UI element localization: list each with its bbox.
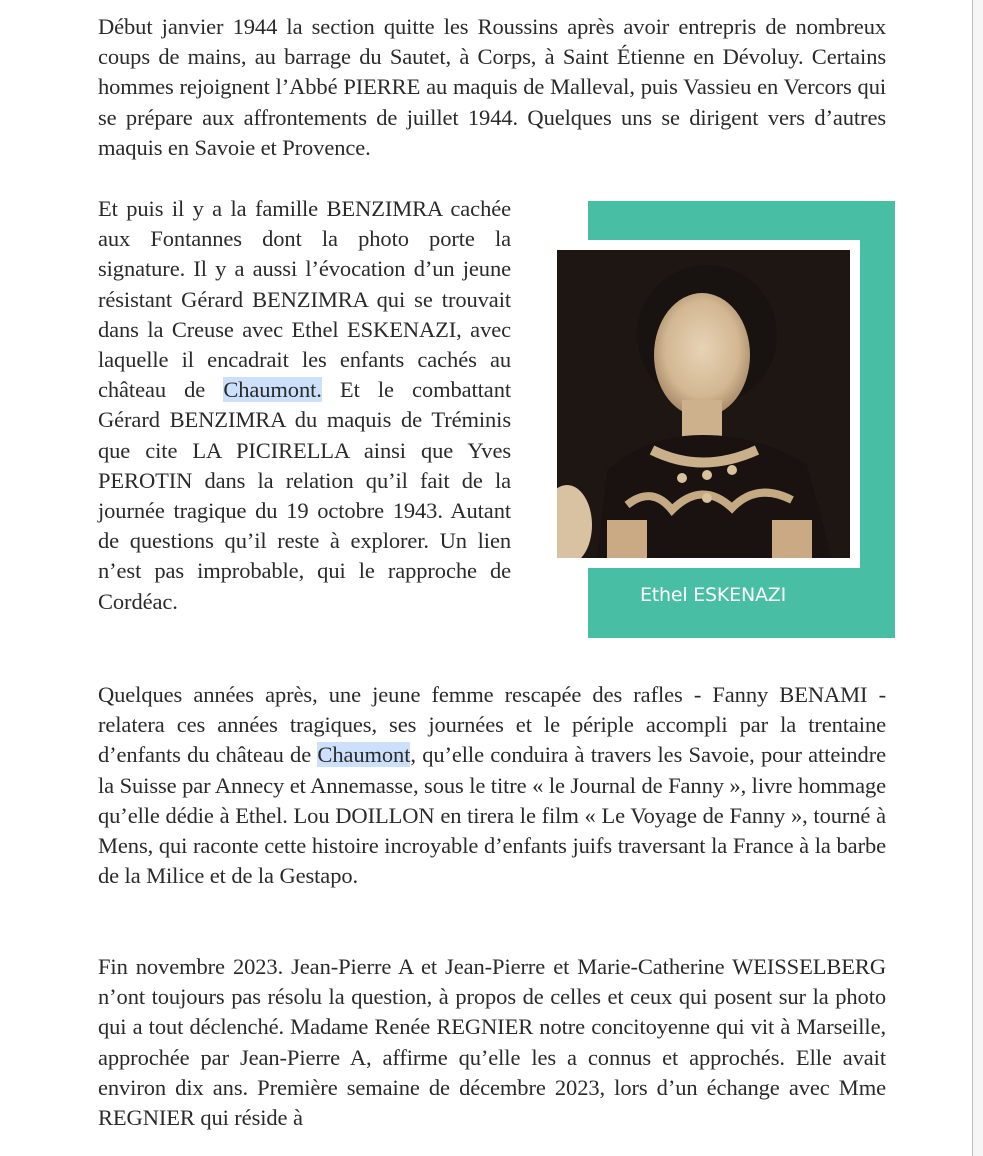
portrait-photo xyxy=(557,250,850,558)
paragraph-roussins: Début janvier 1944 la section quitte les Roussins après avoir entrepris de nombreux coups de mains, au barrage du Sautet, à Corps, à Saint Étienne en Dévoluy. Certains hommes rejoignent l’Abbé PIERRE au maquis de Malleval, puis Vassieu en Vercors qui se prépare aux affrontements de juillet 1944. Quelques uns se dirigent vers d’autres maquis en Savoie et Provence. xyxy=(98,14,886,160)
paragraph-benzimra xyxy=(98,194,511,617)
figure-caption: Ethel ESKENAZI xyxy=(639,584,787,606)
highlighted-word-chaumont[interactable]: Chaumont. xyxy=(223,377,322,403)
paragraph-fanny-text-before: Quelques années après, une jeune femme rescapée des rafles - Fanny BENAMI - relatera ces années tragiques, ses journées et le périple accompli par la trentaine d’enfants du château de xyxy=(98,682,886,768)
paragraph-benzimra-text-after: Et le combattant Gérard BENZIMRA du maquis de Tréminis que cite LA PICIRELLA ainsi que Yves PEROTIN dans la relation qu’il fait de la journée tragique du 19 octobre 1943. Autant de questions qu’il reste à explorer. Un lien n’est pas improbable, qui le rapproche de Cordéac. xyxy=(98,377,511,614)
highlighted-word-chaumont-2[interactable]: Chaumont xyxy=(317,742,411,768)
paragraph-fanny-benami xyxy=(98,680,886,891)
paragraph-benzimra-text-before: Et puis il y a la famille BENZIMRA cachée aux Fontannes dont la photo porte la signature. Il y a aussi l’évocation d’un jeune résistant Gérard BENZIMRA qui se trouvait dans la Creuse avec Ethel ESKENAZI, avec laquelle il encadrait les enfants cachés au château de xyxy=(98,196,511,403)
paragraph-fanny-text-after: , qu’elle conduira à travers les Savoie, pour atteindre la Suisse par Annecy et Annemasse, sous le titre « le Journal de Fanny », livre hommage qu’elle dédie à Ethel. Lou DOILLON en tirera le film « Le Voyage de Fanny », tourné à Mens, qui raconte cette histoire incroyable d’enfants juifs traversant la France à la barbe de la Milice et de la Gestapo. xyxy=(98,742,886,889)
paragraph-novembre-2023: Fin novembre 2023. Jean-Pierre A et Jean-Pierre et Marie-Catherine WEISSELBERG n’ont toujours pas résolu la question, à propos de celles et ceux qui posent sur la photo qui a tout déclenché. Madame Renée REGNIER notre concitoyenne qui vit à Marseille, approchée par Jean-Pierre A, affirme qu’elle les a connus et approchés. Elle avait environ dix ans. Première semaine de décembre 2023, lors d’un échange avec Mme REGNIER qui réside à xyxy=(98,954,886,1131)
portrait-photo-illustration xyxy=(557,250,850,558)
